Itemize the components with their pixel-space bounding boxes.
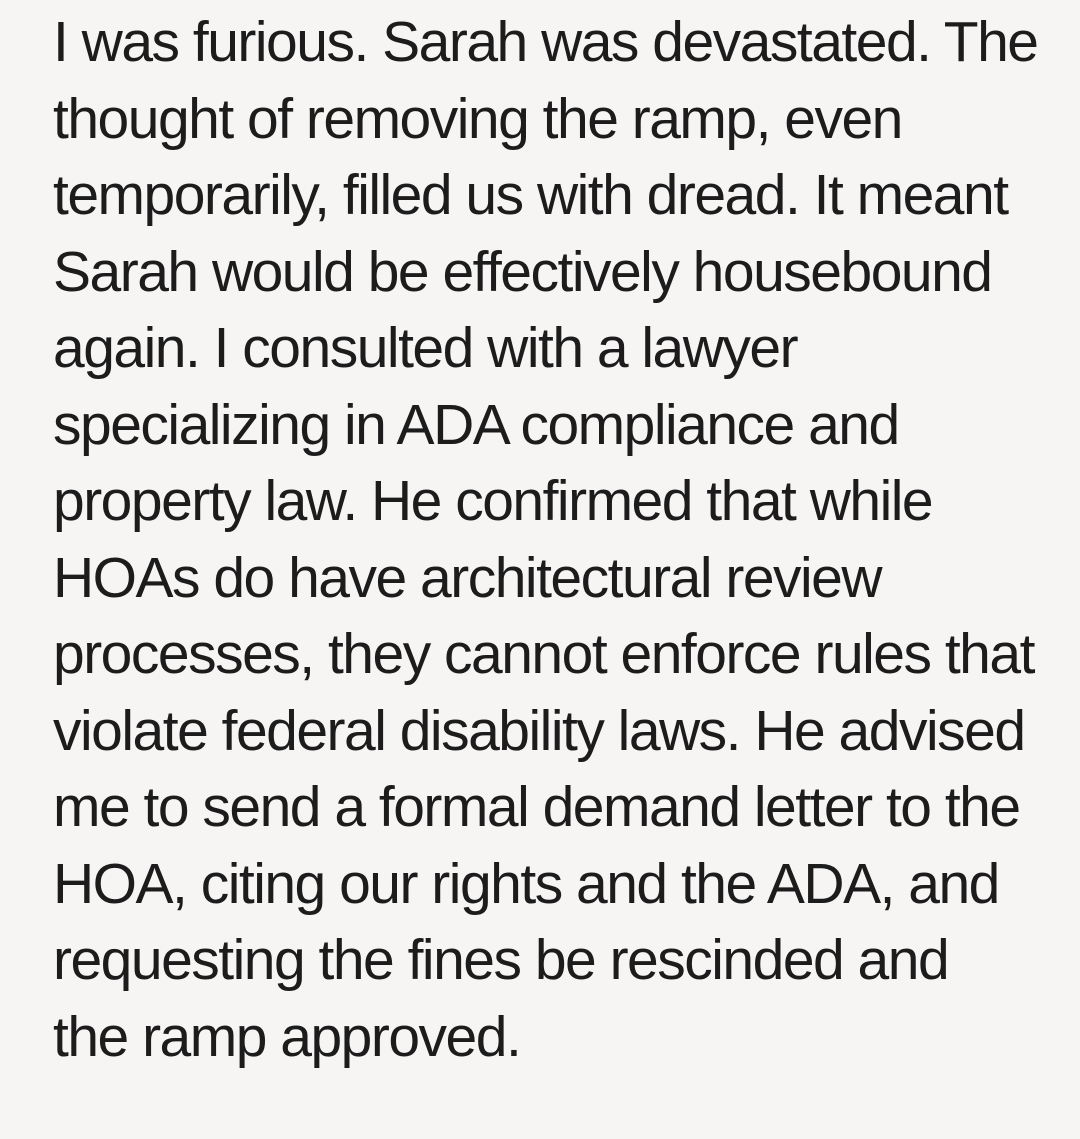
text-line: HOA, citing our rights and the ADA, and (53, 851, 999, 916)
text-line: me to send a formal demand letter to the (53, 775, 1020, 839)
text-line: property law. He confirmed that while (53, 469, 933, 533)
text-line: violate federal disability laws. He advised (53, 698, 1025, 763)
text-line: processes, they cannot enforce rules that (53, 622, 1034, 686)
text-line: temporarily, filled us with dread. It meant (53, 163, 1008, 227)
text-line: requesting the fines be rescinded and (53, 928, 949, 992)
text-line: thought of removing the ramp, even (53, 86, 902, 151)
text-line: specializing in ADA compliance and (53, 392, 899, 457)
text-line: HOAs do have architectural review (53, 545, 882, 610)
text-line: again. I consulted with a lawyer (53, 316, 798, 380)
text-line: the ramp approved. (53, 1004, 521, 1069)
text-line: Sarah would be effectively housebound (53, 239, 992, 304)
text-line: I was furious. Sarah was devastated. The (53, 10, 1038, 74)
